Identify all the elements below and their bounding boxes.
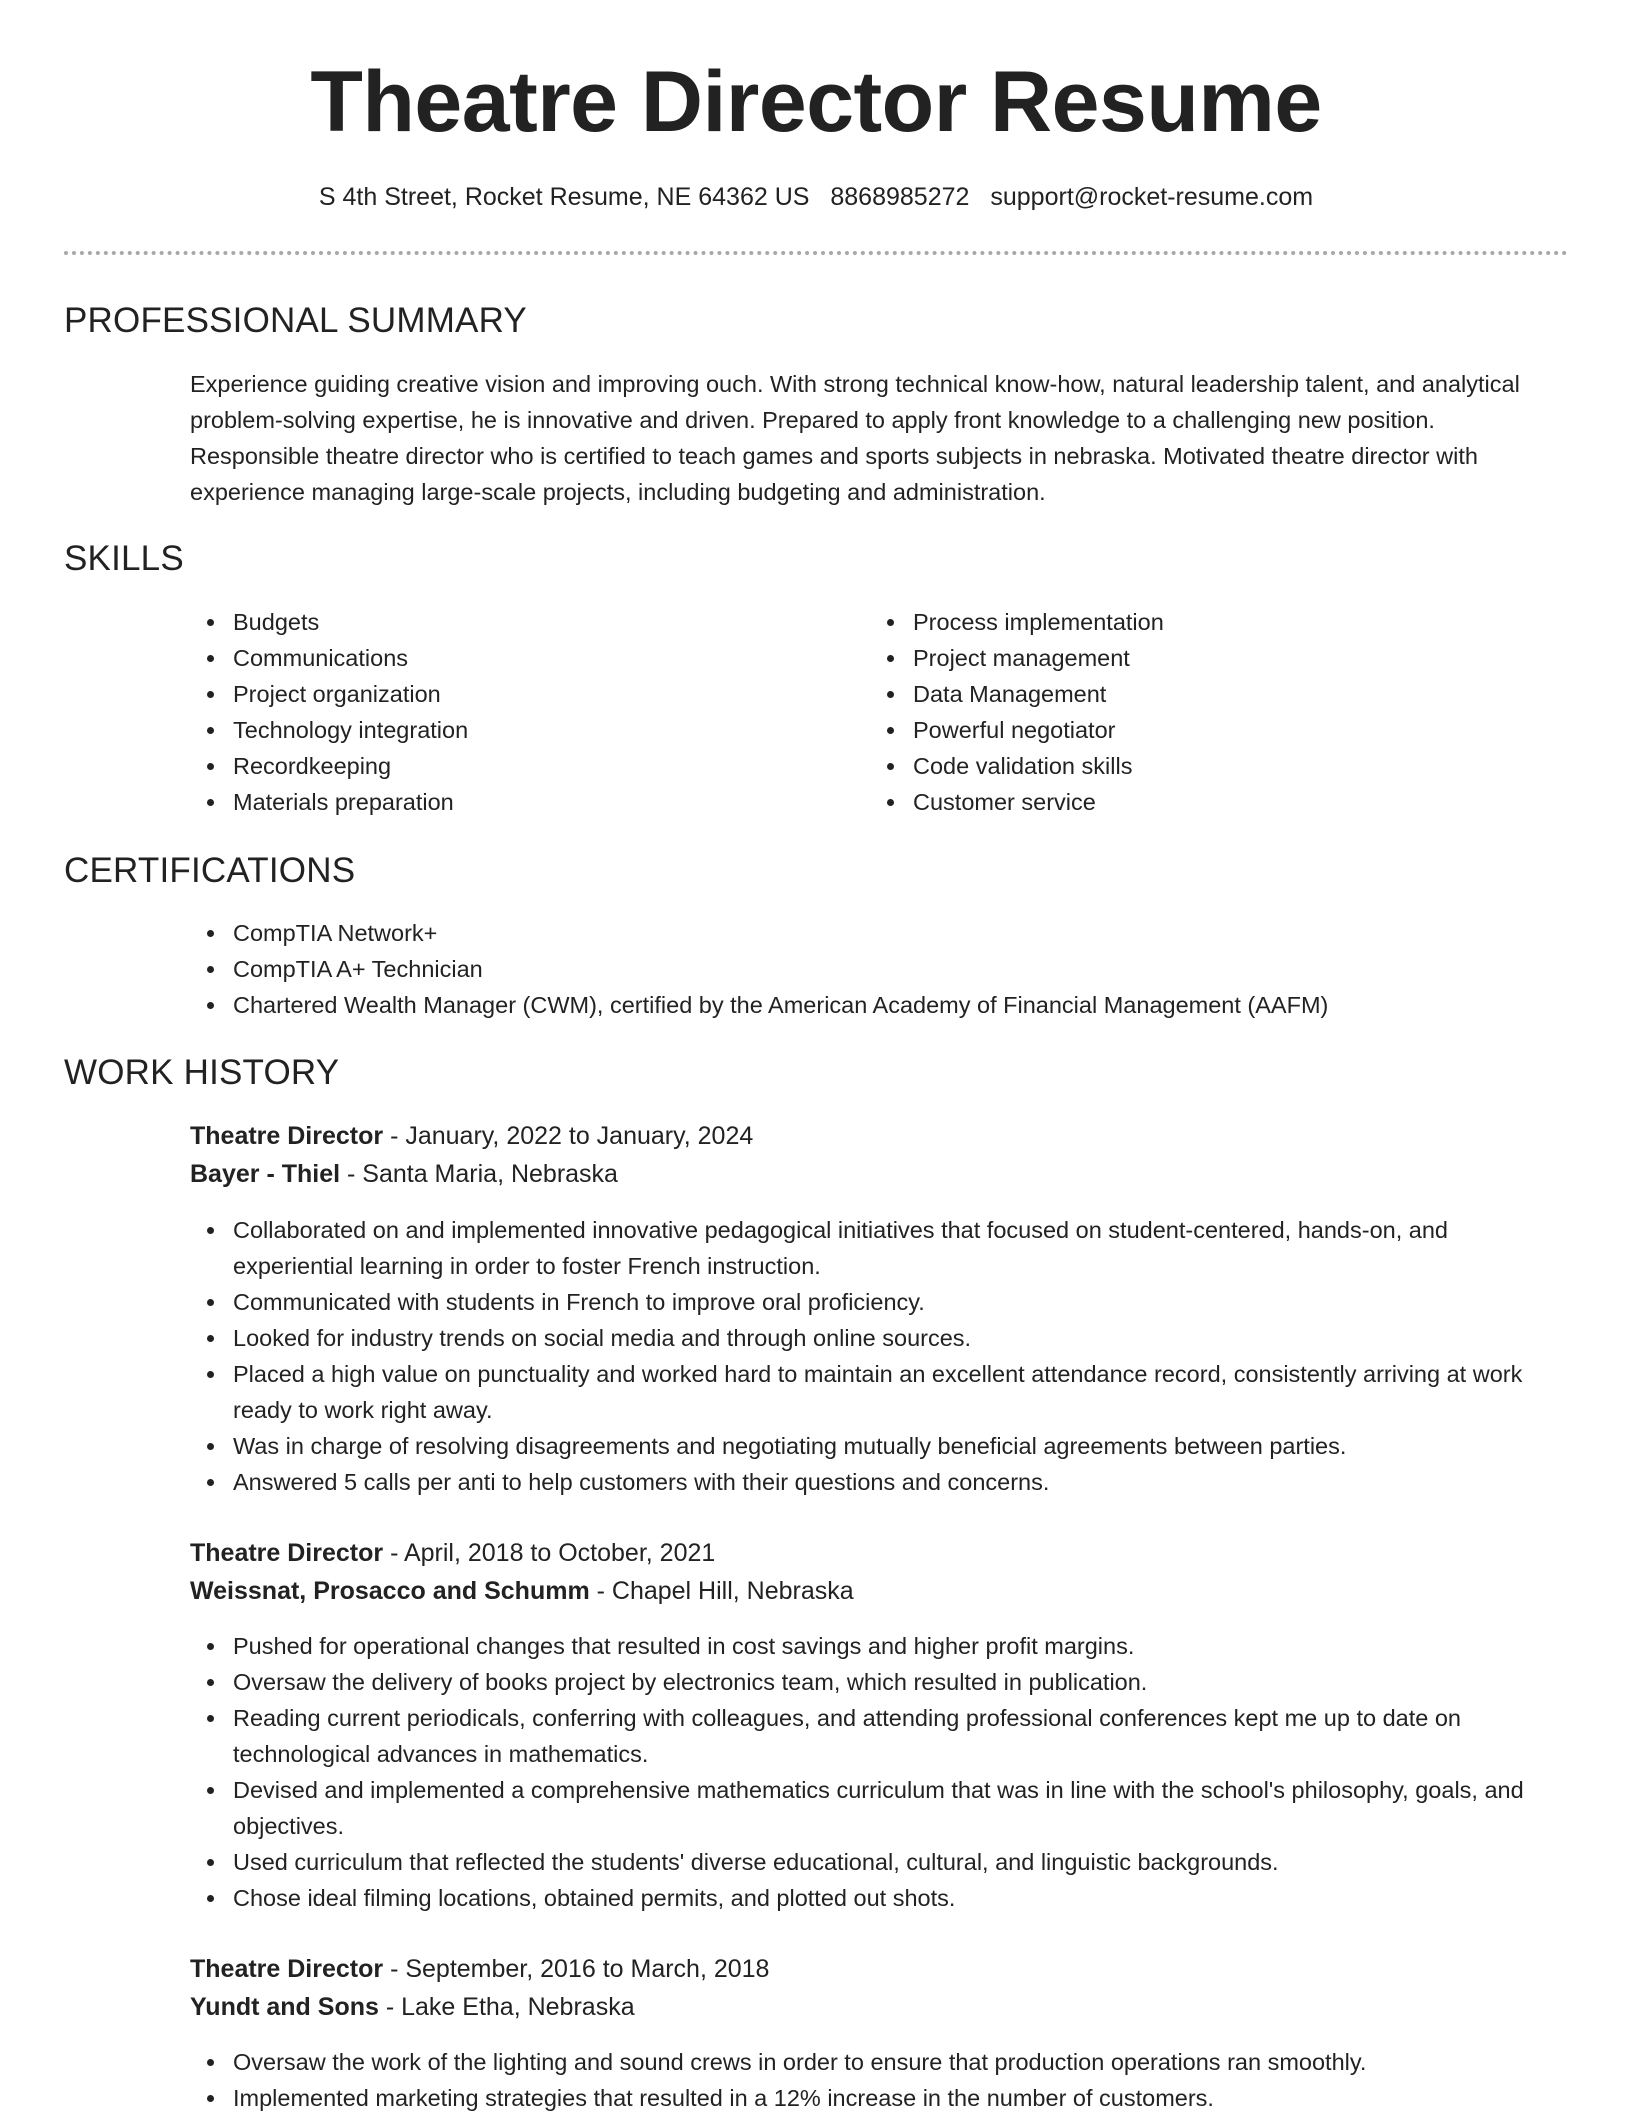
job-title: Theatre Director <box>190 1955 384 1983</box>
job-title: Theatre Director <box>190 1539 384 1567</box>
bullet-dot <box>207 1643 214 1650</box>
bullet-dot <box>887 799 894 806</box>
contact-address: S 4th Street, Rocket Resume, NE 64362 US <box>318 183 810 211</box>
certifications-heading: CERTIFICATIONS <box>64 851 356 890</box>
job-bullet: Used curriculum that reflected the students' diverse educational, cultural, and linguistic backgrounds. <box>190 1844 1570 1880</box>
bullet-dot <box>207 619 214 626</box>
job-bullets <box>190 1212 1570 1500</box>
job-title-line <box>190 1950 769 1988</box>
job-dates: - January, 2022 to January, 2024 <box>383 1122 754 1150</box>
job-location: - Chapel Hill, Nebraska <box>589 1577 854 1605</box>
skill-item: Process implementation <box>870 604 1510 640</box>
job-bullet: Chose ideal filming locations, obtained permits, and plotted out shots. <box>190 1880 1570 1916</box>
skill-item: Powerful negotiator <box>870 712 1510 748</box>
job-bullets <box>190 1628 1570 1916</box>
job-bullet: Placed a high value on punctuality and worked hard to maintain an excellent attendance record, consistently arriving at work ready to work right away. <box>190 1356 1570 1428</box>
bullet-dot <box>207 763 214 770</box>
job-bullet: Implemented marketing strategies that resulted in a 12% increase in the number of customers. <box>190 2080 1570 2116</box>
bullet-dot <box>207 799 214 806</box>
job-location: - Santa Maria, Nebraska <box>340 1160 618 1188</box>
bullet-dot <box>207 655 214 662</box>
job-bullet: Was in charge of resolving disagreements and negotiating mutually beneficial agreements between parties. <box>190 1428 1570 1464</box>
job-bullet: Collaborated on and implemented innovative pedagogical initiatives that focused on student-centered, hands-on, and experiential learning in order to foster French instruction. <box>190 1212 1570 1284</box>
resume-title: Theatre Director Resume <box>310 54 1322 150</box>
job-dates: - April, 2018 to October, 2021 <box>383 1539 716 1567</box>
bullet-dot <box>207 1715 214 1722</box>
bullet-dot <box>207 727 214 734</box>
bullet-dot <box>887 727 894 734</box>
bullet-dot <box>207 2059 214 2066</box>
certification-item: CompTIA A+ Technician <box>190 951 1570 987</box>
bullet-dot <box>207 2095 214 2102</box>
bullet-dot <box>207 930 214 937</box>
bullet-dot <box>207 1443 214 1450</box>
skill-item: Project management <box>870 640 1510 676</box>
bullet-dot <box>207 966 214 973</box>
bullet-dot <box>207 1895 214 1902</box>
bullet-dot <box>207 1371 214 1378</box>
bullet-dot <box>207 1479 214 1486</box>
job-bullets <box>190 2044 1570 2116</box>
job-company-line <box>190 1155 618 1193</box>
job-location: - Lake Etha, Nebraska <box>378 1993 635 2021</box>
job-bullet: Devised and implemented a comprehensive mathematics curriculum that was in line with the school's philosophy, goals, and objectives. <box>190 1772 1570 1844</box>
bullet-dot <box>207 1227 214 1234</box>
certification-item: CompTIA Network+ <box>190 915 1570 951</box>
bullet-dot <box>207 1859 214 1866</box>
job-bullet: Reading current periodicals, conferring with colleagues, and attending professional conferences kept me up to date on technological advances in mathematics. <box>190 1700 1570 1772</box>
bullet-dot <box>887 763 894 770</box>
header-divider <box>64 251 1568 255</box>
skill-item: Code validation skills <box>870 748 1510 784</box>
bullet-dot <box>207 1299 214 1306</box>
summary-text: Experience guiding creative vision and improving ouch. With strong technical know-how, natural leadership talent, and analytical problem-solving expertise, he is innovative and driven. Prepared to apply front knowledge to a challenging new position. Responsible theatre director who is certified to teach games and sports subjects in nebraska. Motivated theatre director with experience managing large-scale projects, including budgeting and administration. <box>190 371 1520 505</box>
job-bullet: Answered 5 calls per anti to help customers with their questions and concerns. <box>190 1464 1570 1500</box>
skills-list-right <box>870 604 1510 820</box>
contact-line <box>0 180 1632 214</box>
summary-heading: PROFESSIONAL SUMMARY <box>64 301 527 340</box>
bullet-dot <box>207 1002 214 1009</box>
bullet-dot <box>207 1335 214 1342</box>
bullet-dot <box>887 655 894 662</box>
job-title-line <box>190 1534 715 1572</box>
skill-item: Materials preparation <box>190 784 830 820</box>
job-bullet: Oversaw the delivery of books project by electronics team, which resulted in publication. <box>190 1664 1570 1700</box>
bullet-dot <box>207 691 214 698</box>
job-bullet: Looked for industry trends on social media and through online sources. <box>190 1320 1570 1356</box>
skill-item: Communications <box>190 640 830 676</box>
job-company: Weissnat, Prosacco and Schumm <box>190 1577 590 1605</box>
certifications-list <box>190 915 1570 1023</box>
job-title-line <box>190 1117 753 1155</box>
job-company: Bayer - Thiel <box>190 1160 341 1188</box>
job-bullet: Pushed for operational changes that resulted in cost savings and higher profit margins. <box>190 1628 1570 1664</box>
skill-item: Technology integration <box>190 712 830 748</box>
bullet-dot <box>207 1787 214 1794</box>
bullet-dot <box>887 691 894 698</box>
contact-phone: 8868985272 <box>830 183 970 211</box>
skill-item: Recordkeeping <box>190 748 830 784</box>
bullet-dot <box>887 619 894 626</box>
contact-email: support@rocket-resume.com <box>990 183 1314 211</box>
skill-item: Data Management <box>870 676 1510 712</box>
skills-list-left <box>190 604 830 820</box>
skill-item: Project organization <box>190 676 830 712</box>
job-company-line <box>190 1988 635 2026</box>
skill-item: Budgets <box>190 604 830 640</box>
job-title: Theatre Director <box>190 1122 384 1150</box>
job-bullet: Communicated with students in French to improve oral proficiency. <box>190 1284 1570 1320</box>
job-company-line <box>190 1572 854 1610</box>
job-bullet: Oversaw the work of the lighting and sound crews in order to ensure that production operations ran smoothly. <box>190 2044 1570 2080</box>
skills-heading: SKILLS <box>64 539 184 578</box>
certification-item: Chartered Wealth Manager (CWM), certified by the American Academy of Financial Management (AAFM) <box>190 987 1570 1023</box>
job-company: Yundt and Sons <box>190 1993 379 2021</box>
work-history-heading: WORK HISTORY <box>64 1053 340 1092</box>
skill-item: Customer service <box>870 784 1510 820</box>
bullet-dot <box>207 1679 214 1686</box>
job-dates: - September, 2016 to March, 2018 <box>383 1955 770 1983</box>
